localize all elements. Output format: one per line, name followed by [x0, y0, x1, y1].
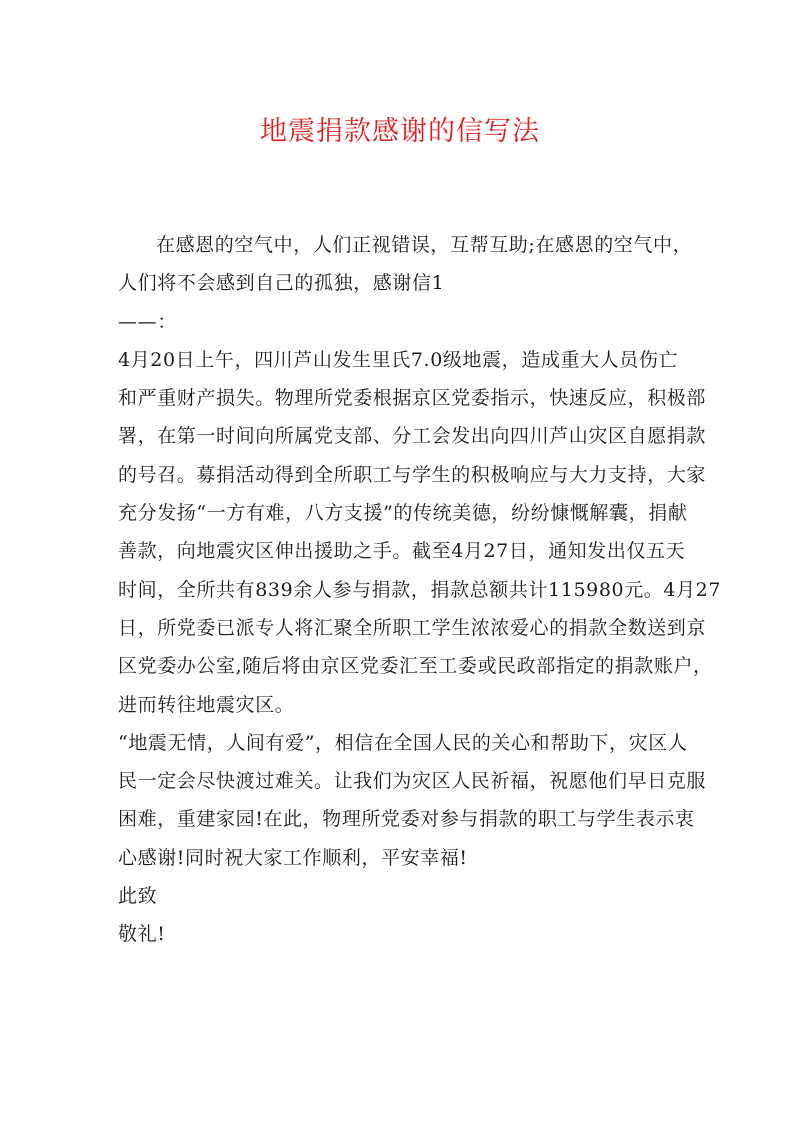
paragraph-line: 人们将不会感到自己的孤独，感谢信1 — [118, 272, 445, 295]
salutation-line: 敬礼! — [118, 923, 166, 946]
paragraph-line: 和严重财产损失。物理所党委根据京区党委指示，快速反应，积极部 — [118, 387, 707, 410]
paragraph-line: 4月20日上午，四川芦山发生里氏7.0级地震，造成重大人员伤亡 — [118, 348, 679, 371]
paragraph-line: “地震无情，人间有爱”，相信在全国人民的关心和帮助下，灾区人 — [118, 731, 688, 754]
closing-line: 此致 — [118, 885, 158, 908]
paragraph-line: 民一定会尽快渡过难关。让我们为灾区人民祈福，祝愿他们早日克服 — [118, 770, 707, 793]
letter-body — [118, 226, 722, 954]
paragraph-line: 区党委办公室,随后将由京区党委汇至工委或民政部指定的捐款账户， — [118, 655, 713, 678]
paragraph-line: 困难，重建家园!在此，物理所党委对参与捐款的职工与学生表示衷 — [118, 808, 695, 831]
paragraph-line: 在感恩的空气中，人们正视错误，互帮互助;在感恩的空气中， — [156, 234, 693, 256]
document-title: 地震捐款感谢的信写法 — [260, 116, 540, 147]
paragraph-line: ——： — [118, 310, 177, 333]
paragraph-line: 充分发扬“一方有难，八方支援”的传统美德，纷纷慷慨解囊，捐献 — [118, 502, 688, 525]
paragraph-line: 进而转往地震灾区。 — [118, 693, 295, 716]
paragraph-line: 心感谢!同时祝大家工作顺利，平安幸福! — [118, 846, 468, 869]
paragraph-line: 善款，向地震灾区伸出援助之手。截至4月27日，通知发出仅五天 — [118, 540, 686, 563]
paragraph-line: 日，所党委已派专人将汇聚全所职工学生浓浓爱心的捐款全数送到京 — [118, 616, 707, 639]
paragraph-line: 署，在第一时间向所属党支部、分工会发出向四川芦山灾区自愿捐款 — [118, 425, 707, 448]
paragraph-line: 时间，全所共有839余人参与捐款，捐款总额共计115980元。4月27 — [118, 578, 722, 601]
paragraph-line: 的号召。募捐活动得到全所职工与学生的积极响应与大力支持，大家 — [118, 463, 707, 486]
